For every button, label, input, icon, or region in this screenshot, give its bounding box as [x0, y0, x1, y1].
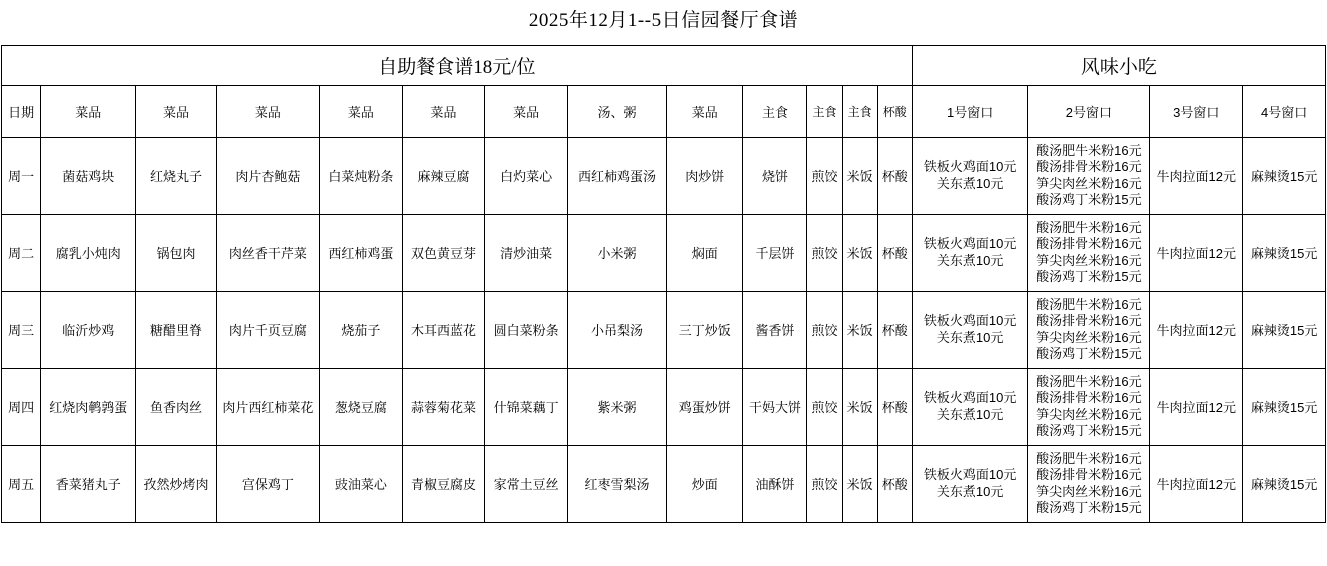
cell-dish-4: 烧茄子: [320, 291, 403, 368]
cell-window-4: 麻辣烫15元: [1243, 445, 1326, 522]
cell-dish-2: 鱼香肉丝: [136, 368, 217, 445]
cell-dish-3: 肉丝香干芹菜: [216, 214, 319, 291]
cell-soup: 西红柿鸡蛋汤: [567, 137, 666, 214]
column-header-dish-1: 菜品: [41, 85, 136, 137]
cell-dish-2: 红烧丸子: [136, 137, 217, 214]
cell-dish-5: 麻辣豆腐: [402, 137, 485, 214]
column-header-staple-2: 主食: [807, 85, 842, 137]
cell-yogurt: 杯酸: [877, 291, 912, 368]
cell-dish-2: 糖醋里脊: [136, 291, 217, 368]
column-header-window-3: 3号窗口: [1150, 85, 1243, 137]
cell-window-4: 麻辣烫15元: [1243, 214, 1326, 291]
table-row: [2, 214, 1326, 291]
cell-dish-5: 木耳西蓝花: [402, 291, 485, 368]
cell-soup: 紫米粥: [567, 368, 666, 445]
cell-window-1: 铁板火鸡面10元 关东煮10元: [912, 445, 1028, 522]
table-row: [2, 368, 1326, 445]
cell-staple-2: 煎饺: [807, 445, 842, 522]
cell-soup: 小吊梨汤: [567, 291, 666, 368]
cell-dish-7: 焖面: [667, 214, 743, 291]
row-day: 周五: [2, 445, 41, 522]
band-snacks: 风味小吃: [912, 45, 1325, 85]
cell-dish-7: 鸡蛋炒饼: [667, 368, 743, 445]
cell-dish-1: 红烧肉鹌鹑蛋: [41, 368, 136, 445]
cell-staple-2: 煎饺: [807, 214, 842, 291]
cell-staple-2: 煎饺: [807, 291, 842, 368]
column-header-staple-3: 主食: [842, 85, 877, 137]
row-day: 周四: [2, 368, 41, 445]
column-header-window-1: 1号窗口: [912, 85, 1028, 137]
cell-staple-2: 煎饺: [807, 368, 842, 445]
cell-staple-1: 酱香饼: [743, 291, 807, 368]
cell-window-1: 铁板火鸡面10元 关东煮10元: [912, 291, 1028, 368]
cell-window-3: 牛肉拉面12元: [1150, 214, 1243, 291]
cell-dish-2: 锅包肉: [136, 214, 217, 291]
column-header-dish-2: 菜品: [136, 85, 217, 137]
cell-window-4: 麻辣烫15元: [1243, 137, 1326, 214]
column-header-dish-5: 菜品: [402, 85, 485, 137]
cell-staple-3: 米饭: [842, 291, 877, 368]
cell-soup: 红枣雪梨汤: [567, 445, 666, 522]
table-row: [2, 137, 1326, 214]
cell-window-2: 酸汤肥牛米粉16元 酸汤排骨米粉16元 笋尖肉丝米粉16元 酸汤鸡丁米粉15元: [1028, 214, 1150, 291]
cell-window-4: 麻辣烫15元: [1243, 291, 1326, 368]
cell-staple-1: 油酥饼: [743, 445, 807, 522]
cell-dish-1: 菌菇鸡块: [41, 137, 136, 214]
column-header-window-4: 4号窗口: [1243, 85, 1326, 137]
column-header-dish-6: 菜品: [485, 85, 568, 137]
cell-dish-5: 双色黄豆芽: [402, 214, 485, 291]
cell-staple-3: 米饭: [842, 137, 877, 214]
row-day: 周三: [2, 291, 41, 368]
column-header-dish-3: 菜品: [216, 85, 319, 137]
column-header-staple-1: 主食: [743, 85, 807, 137]
cell-window-1: 铁板火鸡面10元 关东煮10元: [912, 214, 1028, 291]
cell-staple-1: 千层饼: [743, 214, 807, 291]
cell-dish-5: 青椒豆腐皮: [402, 445, 485, 522]
cell-dish-7: 肉炒饼: [667, 137, 743, 214]
table-header-row: [2, 85, 1326, 137]
cell-window-2: 酸汤肥牛米粉16元 酸汤排骨米粉16元 笋尖肉丝米粉16元 酸汤鸡丁米粉15元: [1028, 137, 1150, 214]
column-header-yogurt: 杯酸: [877, 85, 912, 137]
cell-dish-7: 三丁炒饭: [667, 291, 743, 368]
page-title: 2025年12月1--5日信园餐厅食谱: [528, 10, 799, 31]
row-day: 周一: [2, 137, 41, 214]
cell-dish-1: 临沂炒鸡: [41, 291, 136, 368]
cell-staple-2: 煎饺: [807, 137, 842, 214]
cell-dish-6: 白灼菜心: [485, 137, 568, 214]
table-row: [2, 445, 1326, 522]
cell-window-1: 铁板火鸡面10元 关东煮10元: [912, 137, 1028, 214]
cell-dish-3: 肉片千页豆腐: [216, 291, 319, 368]
column-header-dish-7: 菜品: [667, 85, 743, 137]
cell-dish-6: 家常土豆丝: [485, 445, 568, 522]
cell-yogurt: 杯酸: [877, 137, 912, 214]
cell-dish-4: 白菜炖粉条: [320, 137, 403, 214]
table-row: [2, 291, 1326, 368]
column-header-date: 日期: [2, 85, 41, 137]
cell-yogurt: 杯酸: [877, 368, 912, 445]
cell-window-2: 酸汤肥牛米粉16元 酸汤排骨米粉16元 笋尖肉丝米粉16元 酸汤鸡丁米粉15元: [1028, 445, 1150, 522]
cell-window-2: 酸汤肥牛米粉16元 酸汤排骨米粉16元 笋尖肉丝米粉16元 酸汤鸡丁米粉15元: [1028, 291, 1150, 368]
cell-window-2: 酸汤肥牛米粉16元 酸汤排骨米粉16元 笋尖肉丝米粉16元 酸汤鸡丁米粉15元: [1028, 368, 1150, 445]
cell-staple-1: 烧饼: [743, 137, 807, 214]
cell-dish-3: 肉片杏鲍菇: [216, 137, 319, 214]
cell-dish-4: 西红柿鸡蛋: [320, 214, 403, 291]
column-header-soup: 汤、粥: [567, 85, 666, 137]
row-day: 周二: [2, 214, 41, 291]
column-header-window-2: 2号窗口: [1028, 85, 1150, 137]
cell-dish-6: 清炒油菜: [485, 214, 568, 291]
cell-dish-1: 腐乳小炖肉: [41, 214, 136, 291]
cell-window-3: 牛肉拉面12元: [1150, 368, 1243, 445]
cell-window-3: 牛肉拉面12元: [1150, 291, 1243, 368]
table-band-row: [2, 45, 1326, 85]
column-header-dish-4: 菜品: [320, 85, 403, 137]
cell-dish-5: 蒜蓉菊花菜: [402, 368, 485, 445]
band-buffet: 自助餐食谱18元/位: [2, 45, 913, 85]
cell-dish-1: 香菜猪丸子: [41, 445, 136, 522]
cell-staple-1: 干妈大饼: [743, 368, 807, 445]
cell-dish-3: 肉片西红柿菜花: [216, 368, 319, 445]
weekly-menu-table: [1, 45, 1326, 523]
cell-staple-3: 米饭: [842, 368, 877, 445]
cell-window-3: 牛肉拉面12元: [1150, 445, 1243, 522]
cell-window-1: 铁板火鸡面10元 关东煮10元: [912, 368, 1028, 445]
cell-window-3: 牛肉拉面12元: [1150, 137, 1243, 214]
cell-dish-4: 葱烧豆腐: [320, 368, 403, 445]
cell-dish-4: 豉油菜心: [320, 445, 403, 522]
cell-yogurt: 杯酸: [877, 445, 912, 522]
cell-dish-6: 圆白菜粉条: [485, 291, 568, 368]
cell-yogurt: 杯酸: [877, 214, 912, 291]
cell-dish-2: 孜然炒烤肉: [136, 445, 217, 522]
cell-window-4: 麻辣烫15元: [1243, 368, 1326, 445]
cell-staple-3: 米饭: [842, 214, 877, 291]
cell-dish-3: 宫保鸡丁: [216, 445, 319, 522]
cell-soup: 小米粥: [567, 214, 666, 291]
cell-staple-3: 米饭: [842, 445, 877, 522]
cell-dish-7: 炒面: [667, 445, 743, 522]
cell-dish-6: 什锦菜藕丁: [485, 368, 568, 445]
